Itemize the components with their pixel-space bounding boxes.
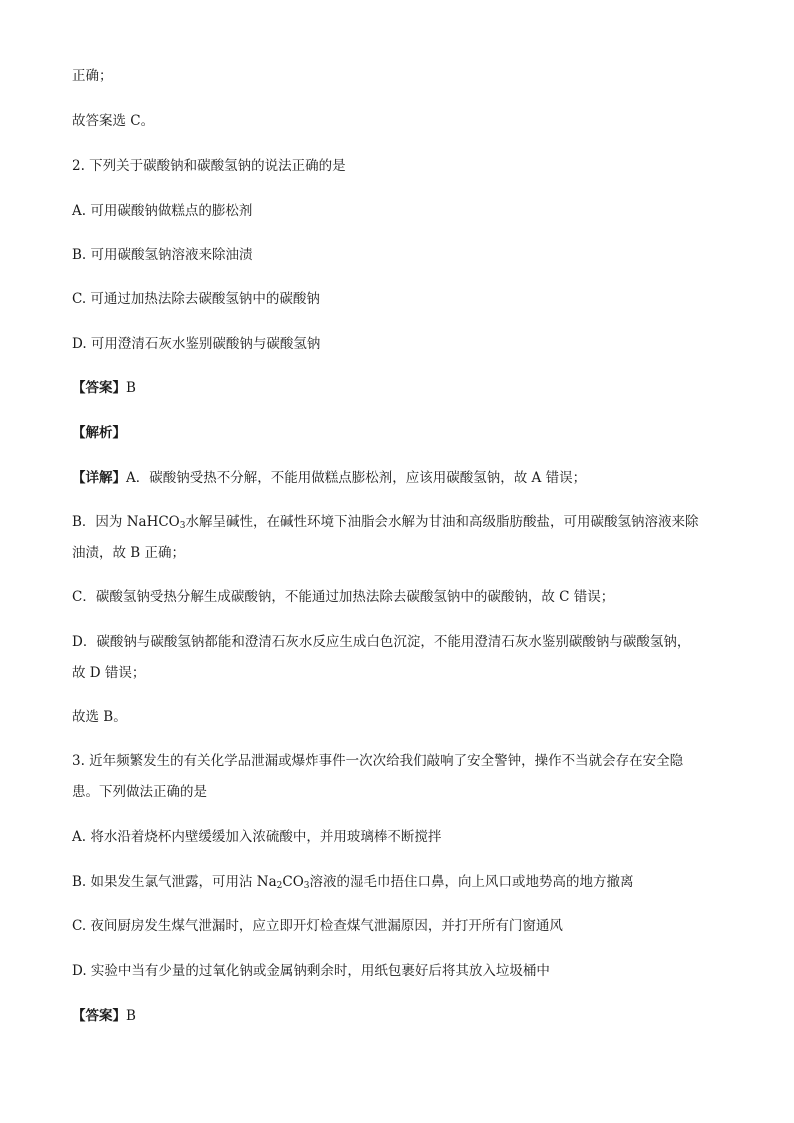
analysis-label: 【解析】 (72, 425, 126, 441)
detail-line-a (72, 468, 586, 488)
option-a: A. 可用碳酸钠做糕点的膨松剂 (72, 203, 253, 219)
text-line: 正确； (72, 68, 113, 84)
detail-a-text: A．碳酸钠受热不分解，不能用做糕点膨松剂，应该用碳酸氢钠，故 A 错误； (126, 470, 587, 486)
detail-label: 【详解】 (72, 470, 126, 486)
detail-b-pre: B．因为 NaHCO (72, 514, 180, 530)
detail-line-c: C．碳酸氢钠受热分解生成碳酸钠，不能通过加热法除去碳酸氢钠中的碳酸钠，故 C 错误； (72, 589, 615, 605)
option-b-mid: CO (282, 874, 304, 890)
option-d: D. 实验中当有少量的过氧化钠或金属钠剩余时，用纸包裹好后将其放入垃圾桶中 (72, 963, 550, 979)
option-b (72, 872, 634, 892)
answer-value: B (126, 1008, 136, 1024)
question-stem: 3. 近年频繁发生的有关化学品泄漏或爆炸事件一次次给我们敲响了安全警钟，操作不当就会存在安全隐 (72, 753, 684, 769)
detail-line-b-cont: 油渍，故 B 正确； (72, 545, 186, 561)
answer-label: 【答案】 (72, 1008, 126, 1024)
detail-b-sub: 3 (179, 521, 186, 531)
option-b-sub: 3 (303, 881, 310, 891)
conclusion-line: 故选 B。 (72, 709, 127, 725)
option-a: A. 将水沿着烧杯内壁缓缓加入浓硫酸中，并用玻璃棒不断搅拌 (72, 829, 442, 845)
answer-label: 【答案】 (72, 380, 126, 396)
option-c: C. 可通过加热法除去碳酸氢钠中的碳酸钠 (72, 291, 320, 307)
option-c: C. 夜间厨房发生煤气泄漏时，应立即开灯检查煤气泄漏原因，并打开所有门窗通风 (72, 918, 563, 934)
detail-line-b (72, 512, 698, 532)
option-d: D. 可用澄清石灰水鉴别碳酸钠与碳酸氢钠 (72, 336, 321, 352)
text-line: 故答案选 C。 (72, 113, 155, 129)
question-stem: 2. 下列关于碳酸钠和碳酸氢钠的说法正确的是 (72, 158, 346, 174)
option-b-post: 溶液的湿毛巾捂住口鼻，向上风口或地势高的地方撤离 (309, 874, 634, 890)
option-b-pre: B. 如果发生氯气泄露，可用沾 Na (72, 874, 277, 890)
option-b-sub: 2 (276, 881, 283, 891)
analysis-line (72, 423, 126, 443)
question-stem-cont: 患。下列做法正确的是 (72, 784, 207, 800)
detail-b-post: 水解呈碱性，在碱性环境下油脂会水解为甘油和高级脂肪酸盐，可用碳酸氢钠溶液来除 (185, 514, 699, 530)
option-b: B. 可用碳酸氢钠溶液来除油渍 (72, 247, 253, 263)
answer-value: B (126, 380, 136, 396)
detail-line-d: D．碳酸钠与碳酸氢钠都能和澄清石灰水反应生成白色沉淀，不能用澄清石灰水鉴别碳酸钠与碳酸氢钠， (72, 634, 691, 650)
detail-line-d-cont: 故 D 错误； (72, 665, 146, 681)
answer-line (72, 378, 136, 398)
answer-line (72, 1006, 136, 1026)
